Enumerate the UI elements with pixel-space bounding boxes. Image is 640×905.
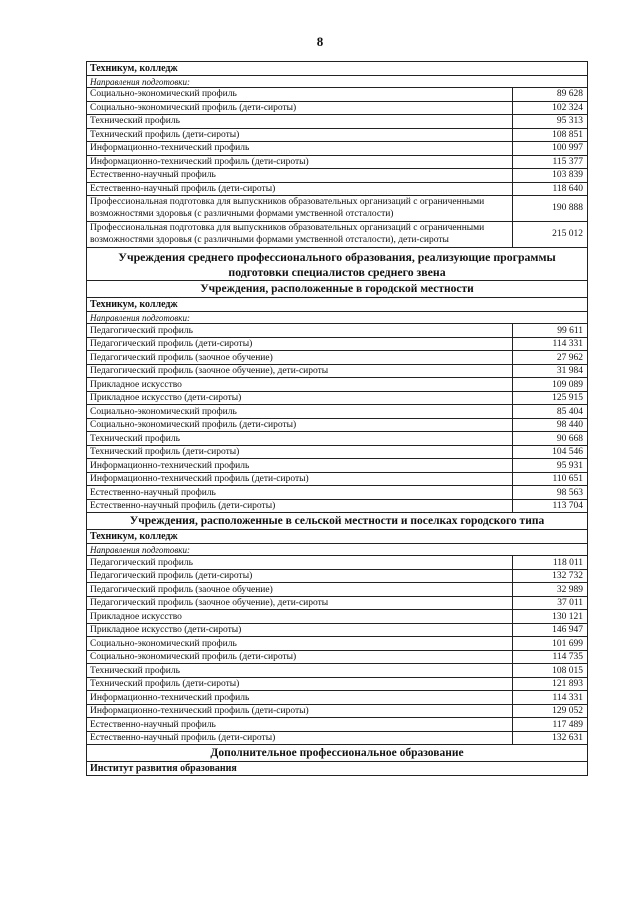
org-type-label: Техникум, колледж <box>87 530 588 544</box>
table-row <box>87 664 588 678</box>
norm-value: 99 611 <box>513 324 588 338</box>
profile-label: Социально-экономический профиль <box>87 637 513 651</box>
table-row <box>87 222 588 248</box>
table-row <box>87 391 588 405</box>
norm-value: 146 947 <box>513 623 588 637</box>
profile-label: Естественно-научный профиль <box>87 718 513 732</box>
norm-value: 90 668 <box>513 432 588 446</box>
table-row <box>87 691 588 705</box>
norm-value: 101 699 <box>513 637 588 651</box>
profile-label: Профессиональная подготовка для выпускников образовательных организаций с ограниченными возможностями здоровья (с различными формами умственной отсталости) <box>87 196 513 222</box>
norm-value: 129 052 <box>513 704 588 718</box>
table-row <box>87 101 588 115</box>
norm-value: 118 640 <box>513 182 588 196</box>
norm-value: 37 011 <box>513 596 588 610</box>
profile-label: Информационно-технический профиль (дети-сироты) <box>87 472 513 486</box>
norm-value: 108 015 <box>513 664 588 678</box>
table-row <box>87 610 588 624</box>
table-row <box>87 459 588 473</box>
profile-label: Профессиональная подготовка для выпускников образовательных организаций с ограниченными возможностями здоровья (с различными формами умственной отсталости), дети-сироты <box>87 222 513 248</box>
table-row <box>87 196 588 222</box>
table-row <box>87 623 588 637</box>
table-row <box>87 378 588 392</box>
org-type-label: Техникум, колледж <box>87 62 588 76</box>
profile-label: Естественно-научный профиль (дети-сироты) <box>87 182 513 196</box>
profile-label: Технический профиль <box>87 115 513 129</box>
org-row <box>87 62 588 76</box>
table-row <box>87 128 588 142</box>
norm-value: 117 489 <box>513 718 588 732</box>
table-row <box>87 556 588 570</box>
profile-label: Социально-экономический профиль (дети-сироты) <box>87 650 513 664</box>
norm-value: 113 704 <box>513 499 588 513</box>
table-row <box>87 364 588 378</box>
table-row <box>87 351 588 365</box>
section-city <box>87 281 588 298</box>
norm-value: 110 651 <box>513 472 588 486</box>
norm-value: 114 331 <box>513 337 588 351</box>
table-row <box>87 418 588 432</box>
profile-label: Социально-экономический профиль <box>87 88 513 102</box>
org-row <box>87 298 588 312</box>
table-row <box>87 337 588 351</box>
table-row <box>87 472 588 486</box>
org-row-institute <box>87 762 588 776</box>
table-row <box>87 142 588 156</box>
org-row <box>87 530 588 544</box>
norm-value: 125 915 <box>513 391 588 405</box>
section-spo <box>87 248 588 281</box>
profile-label: Технический профиль (дети-сироты) <box>87 445 513 459</box>
profile-label: Технический профиль (дети-сироты) <box>87 128 513 142</box>
table-row <box>87 637 588 651</box>
table-row <box>87 569 588 583</box>
profile-label: Прикладное искусство (дети-сироты) <box>87 391 513 405</box>
norm-value: 118 011 <box>513 556 588 570</box>
norm-value: 108 851 <box>513 128 588 142</box>
profile-label: Информационно-технический профиль (дети-сироты) <box>87 704 513 718</box>
table-row <box>87 115 588 129</box>
norm-value: 109 089 <box>513 378 588 392</box>
profile-label: Социально-экономический профиль (дети-сироты) <box>87 101 513 115</box>
norm-value: 85 404 <box>513 405 588 419</box>
norm-value: 100 997 <box>513 142 588 156</box>
table-row <box>87 88 588 102</box>
table-row <box>87 182 588 196</box>
norm-value: 190 888 <box>513 196 588 222</box>
norm-value: 102 324 <box>513 101 588 115</box>
norm-value: 98 440 <box>513 418 588 432</box>
profile-label: Педагогический профиль (заочное обучение), дети-сироты <box>87 364 513 378</box>
norm-value: 32 989 <box>513 583 588 597</box>
table-row <box>87 169 588 183</box>
profile-label: Естественно-научный профиль (дети-сироты) <box>87 499 513 513</box>
table-row <box>87 718 588 732</box>
profile-label: Информационно-технический профиль (дети-сироты) <box>87 155 513 169</box>
profile-label: Педагогический профиль (заочное обучение) <box>87 351 513 365</box>
norm-value: 114 331 <box>513 691 588 705</box>
table-row <box>87 486 588 500</box>
profile-label: Педагогический профиль <box>87 556 513 570</box>
profile-label: Информационно-технический профиль <box>87 459 513 473</box>
section-dpo-title: Дополнительное профессиональное образование <box>87 745 588 762</box>
funding-table-body <box>87 62 588 776</box>
profile-label: Технический профиль <box>87 432 513 446</box>
section-city-title: Учреждения, расположенные в городской местности <box>87 281 588 298</box>
profile-label: Естественно-научный профиль <box>87 486 513 500</box>
norm-value: 27 962 <box>513 351 588 365</box>
directions-row <box>87 544 588 556</box>
norm-value: 130 121 <box>513 610 588 624</box>
profile-label: Прикладное искусство (дети-сироты) <box>87 623 513 637</box>
norm-value: 95 313 <box>513 115 588 129</box>
table-row <box>87 155 588 169</box>
profile-label: Технический профиль (дети-сироты) <box>87 677 513 691</box>
norm-value: 114 735 <box>513 650 588 664</box>
table-row <box>87 704 588 718</box>
table-row <box>87 405 588 419</box>
org-type-label: Техникум, колледж <box>87 298 588 312</box>
norm-value: 103 839 <box>513 169 588 183</box>
directions-row <box>87 76 588 88</box>
profile-label: Прикладное искусство <box>87 378 513 392</box>
norm-value: 104 546 <box>513 445 588 459</box>
table-row <box>87 445 588 459</box>
norm-value: 132 631 <box>513 731 588 745</box>
norm-value: 115 377 <box>513 155 588 169</box>
table-row <box>87 432 588 446</box>
norm-value: 89 628 <box>513 88 588 102</box>
table-row <box>87 731 588 745</box>
directions-label: Направления подготовки: <box>87 76 588 88</box>
norm-value: 215 012 <box>513 222 588 248</box>
directions-row <box>87 312 588 324</box>
profile-label: Технический профиль <box>87 664 513 678</box>
table-row <box>87 677 588 691</box>
norm-value: 95 931 <box>513 459 588 473</box>
section-rural-title: Учреждения, расположенные в сельской местности и поселках городского типа <box>87 513 588 530</box>
profile-label: Прикладное искусство <box>87 610 513 624</box>
profile-label: Педагогический профиль <box>87 324 513 338</box>
profile-label: Педагогический профиль (заочное обучение), дети-сироты <box>87 596 513 610</box>
table-row <box>87 324 588 338</box>
profile-label: Информационно-технический профиль <box>87 142 513 156</box>
norm-value: 132 732 <box>513 569 588 583</box>
table-row <box>87 596 588 610</box>
page-number: 8 <box>316 34 324 49</box>
directions-label: Направления подготовки: <box>87 544 588 556</box>
funding-table <box>86 61 588 776</box>
norm-value: 121 893 <box>513 677 588 691</box>
profile-label: Педагогический профиль (дети-сироты) <box>87 569 513 583</box>
norm-value: 31 984 <box>513 364 588 378</box>
profile-label: Естественно-научный профиль <box>87 169 513 183</box>
table-row <box>87 650 588 664</box>
profile-label: Педагогический профиль (дети-сироты) <box>87 337 513 351</box>
profile-label: Естественно-научный профиль (дети-сироты) <box>87 731 513 745</box>
norm-value: 98 563 <box>513 486 588 500</box>
profile-label: Педагогический профиль (заочное обучение) <box>87 583 513 597</box>
table-row <box>87 583 588 597</box>
table-row <box>87 499 588 513</box>
directions-label: Направления подготовки: <box>87 312 588 324</box>
section-spo-title: Учреждения среднего профессионального образования, реализующие программы подготовки специалистов среднего звена <box>87 248 588 281</box>
profile-label: Информационно-технический профиль <box>87 691 513 705</box>
org-type-label: Институт развития образования <box>87 762 588 776</box>
profile-label: Социально-экономический профиль <box>87 405 513 419</box>
section-rural <box>87 513 588 530</box>
profile-label: Социально-экономический профиль (дети-сироты) <box>87 418 513 432</box>
section-dpo <box>87 745 588 762</box>
